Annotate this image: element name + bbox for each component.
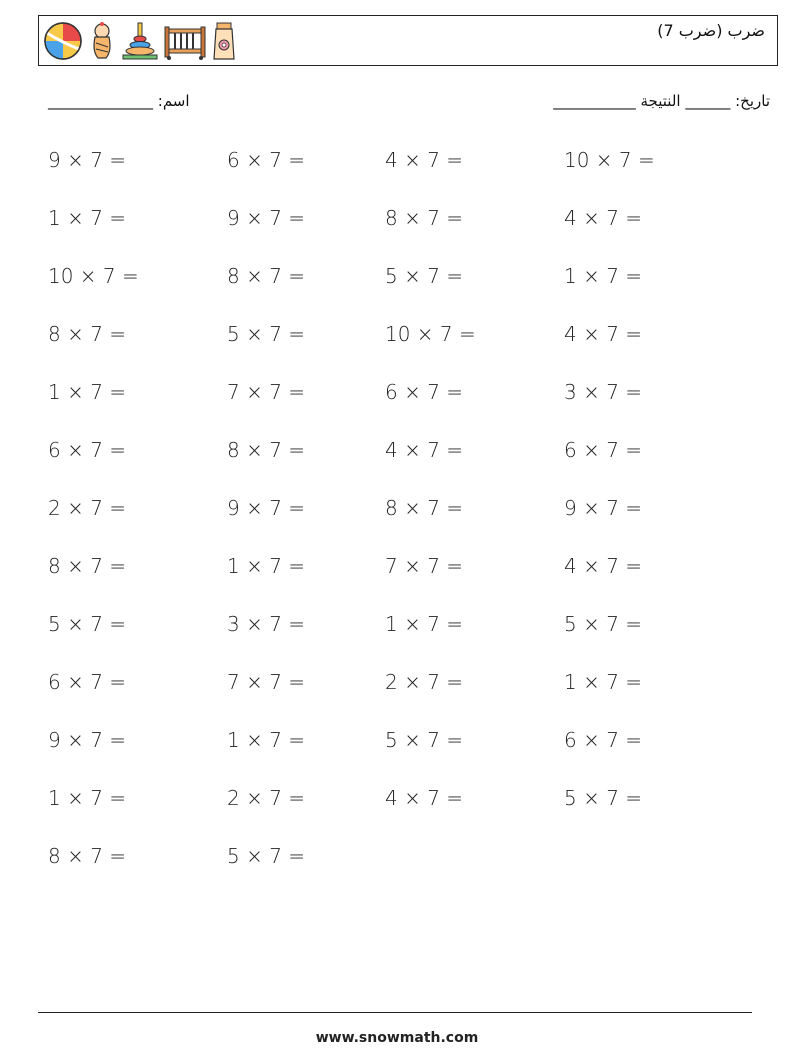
multiplication-problem: 4 × 7 = [385, 148, 464, 172]
footer-divider [38, 1012, 752, 1013]
multiplication-problem: 1 × 7 = [385, 612, 464, 636]
multiplication-problem: 5 × 7 = [385, 728, 464, 752]
multiplication-problem: 8 × 7 = [227, 264, 306, 288]
baby-jar-icon [211, 21, 237, 61]
multiplication-problem: 9 × 7 = [227, 496, 306, 520]
multiplication-problem: 1 × 7 = [48, 786, 127, 810]
multiplication-problem: 6 × 7 = [48, 438, 127, 462]
footer-url: www.snowmath.com [315, 1030, 479, 1046]
multiplication-problem: 3 × 7 = [564, 380, 643, 404]
multiplication-problem: 9 × 7 = [48, 728, 127, 752]
multiplication-problem: 6 × 7 = [227, 148, 306, 172]
multiplication-problem: 1 × 7 = [227, 728, 306, 752]
multiplication-problem: 6 × 7 = [564, 438, 643, 462]
multiplication-problem: 4 × 7 = [564, 206, 643, 230]
beach-ball-icon [43, 21, 83, 61]
multiplication-problem: 6 × 7 = [385, 380, 464, 404]
multiplication-problem: 5 × 7 = [227, 844, 306, 868]
multiplication-problem: 8 × 7 = [48, 554, 127, 578]
multiplication-problem: 6 × 7 = [564, 728, 643, 752]
multiplication-problem: 5 × 7 = [227, 322, 306, 346]
multiplication-problem: 2 × 7 = [227, 786, 306, 810]
multiplication-problem: 8 × 7 = [48, 322, 127, 346]
date-score-fields: تاريخ: ______ النتيجة ___________ [553, 92, 770, 110]
multiplication-problem: 2 × 7 = [385, 670, 464, 694]
multiplication-problem: 5 × 7 = [564, 786, 643, 810]
multiplication-problem: 7 × 7 = [227, 380, 306, 404]
multiplication-problem: 5 × 7 = [48, 612, 127, 636]
crib-icon [163, 21, 207, 61]
multiplication-problem: 9 × 7 = [48, 148, 127, 172]
multiplication-problem: 8 × 7 = [385, 496, 464, 520]
name-field: اسم: ______________ [48, 92, 190, 110]
multiplication-problem: 10 × 7 = [564, 148, 655, 172]
multiplication-problem: 1 × 7 = [564, 670, 643, 694]
swaddled-baby-icon [87, 21, 117, 61]
multiplication-problem: 6 × 7 = [48, 670, 127, 694]
multiplication-problem: 9 × 7 = [227, 206, 306, 230]
multiplication-problem: 1 × 7 = [48, 380, 127, 404]
multiplication-problem: 8 × 7 = [227, 438, 306, 462]
multiplication-problem: 1 × 7 = [48, 206, 127, 230]
multiplication-problem: 2 × 7 = [48, 496, 127, 520]
multiplication-problem: 4 × 7 = [385, 786, 464, 810]
multiplication-problem: 7 × 7 = [385, 554, 464, 578]
multiplication-problem: 10 × 7 = [385, 322, 476, 346]
multiplication-problem: 7 × 7 = [227, 670, 306, 694]
worksheet-title: ضرب (ضرب 7) [657, 21, 765, 40]
multiplication-problem: 10 × 7 = [48, 264, 139, 288]
multiplication-problem: 5 × 7 = [564, 612, 643, 636]
multiplication-problem: 4 × 7 = [385, 438, 464, 462]
multiplication-problem: 3 × 7 = [227, 612, 306, 636]
stacking-rings-toy-icon [121, 21, 159, 61]
multiplication-problem: 8 × 7 = [385, 206, 464, 230]
multiplication-problem: 9 × 7 = [564, 496, 643, 520]
multiplication-problem: 4 × 7 = [564, 322, 643, 346]
header-icons [43, 20, 237, 62]
multiplication-problem: 1 × 7 = [564, 264, 643, 288]
multiplication-problem: 8 × 7 = [48, 844, 127, 868]
worksheet-header [38, 15, 778, 66]
multiplication-problem: 4 × 7 = [564, 554, 643, 578]
multiplication-problem: 5 × 7 = [385, 264, 464, 288]
multiplication-problem: 1 × 7 = [227, 554, 306, 578]
